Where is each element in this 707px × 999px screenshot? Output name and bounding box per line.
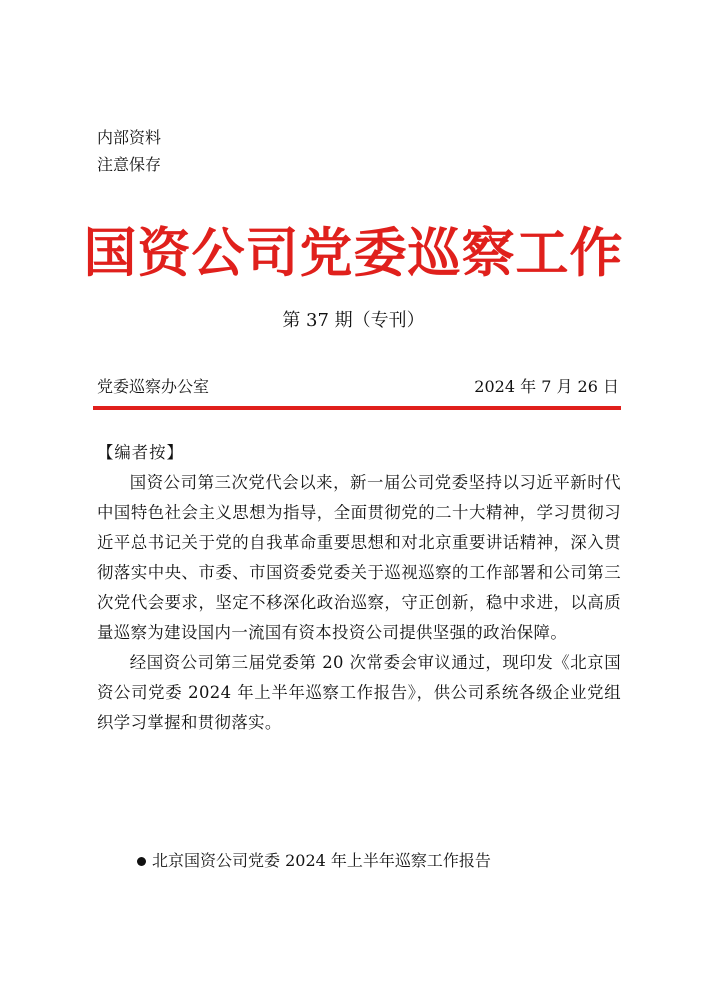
classification-line-keep: 注意保存 [97, 155, 162, 174]
editor-note-label: 【编者按】 [97, 443, 184, 462]
red-divider-rule [93, 406, 621, 410]
attachment-item [137, 847, 491, 875]
body-text [97, 438, 621, 738]
issuer-date-row [97, 374, 619, 400]
classification-line-internal: 内部资料 [97, 128, 162, 147]
editor-note-paragraph-1: 国资公司第三次党代会以来，新一届公司党委坚持以习近平新时代中国特色社会主义思想为指导，全面贯彻党的二十大精神，学习贯彻习近平总书记关于党的自我革命重要思想和对北京重要讲话精神，深入贯彻落实中央、市委、市国资委党委关于巡视巡察的工作部署和公司第三次党代会要求，坚定不移深化政治巡察，守正创新，稳中求进，以高质量巡察为建设国内一流国有资本投资公司提供坚强的政治保障。 [97, 473, 621, 642]
issue-date: 2024 年 7 月 26 日 [474, 377, 619, 396]
bullet-icon [137, 857, 146, 866]
attachment-title: 北京国资公司党委 2024 年上半年巡察工作报告 [152, 851, 491, 870]
masthead-title: 国资公司党委巡察工作 [83, 222, 624, 284]
issuer-name: 党委巡察办公室 [97, 377, 210, 396]
classification-block [97, 124, 161, 178]
editor-note-paragraph-2: 经国资公司第三届党委第 20 次常委会审议通过，现印发《北京国资公司党委 2024 年上半年巡察工作报告》，供公司系统各级企业党组织学习掌握和贯彻落实。 [97, 653, 621, 732]
issue-number: 第 37 期（专刊） [282, 310, 425, 331]
